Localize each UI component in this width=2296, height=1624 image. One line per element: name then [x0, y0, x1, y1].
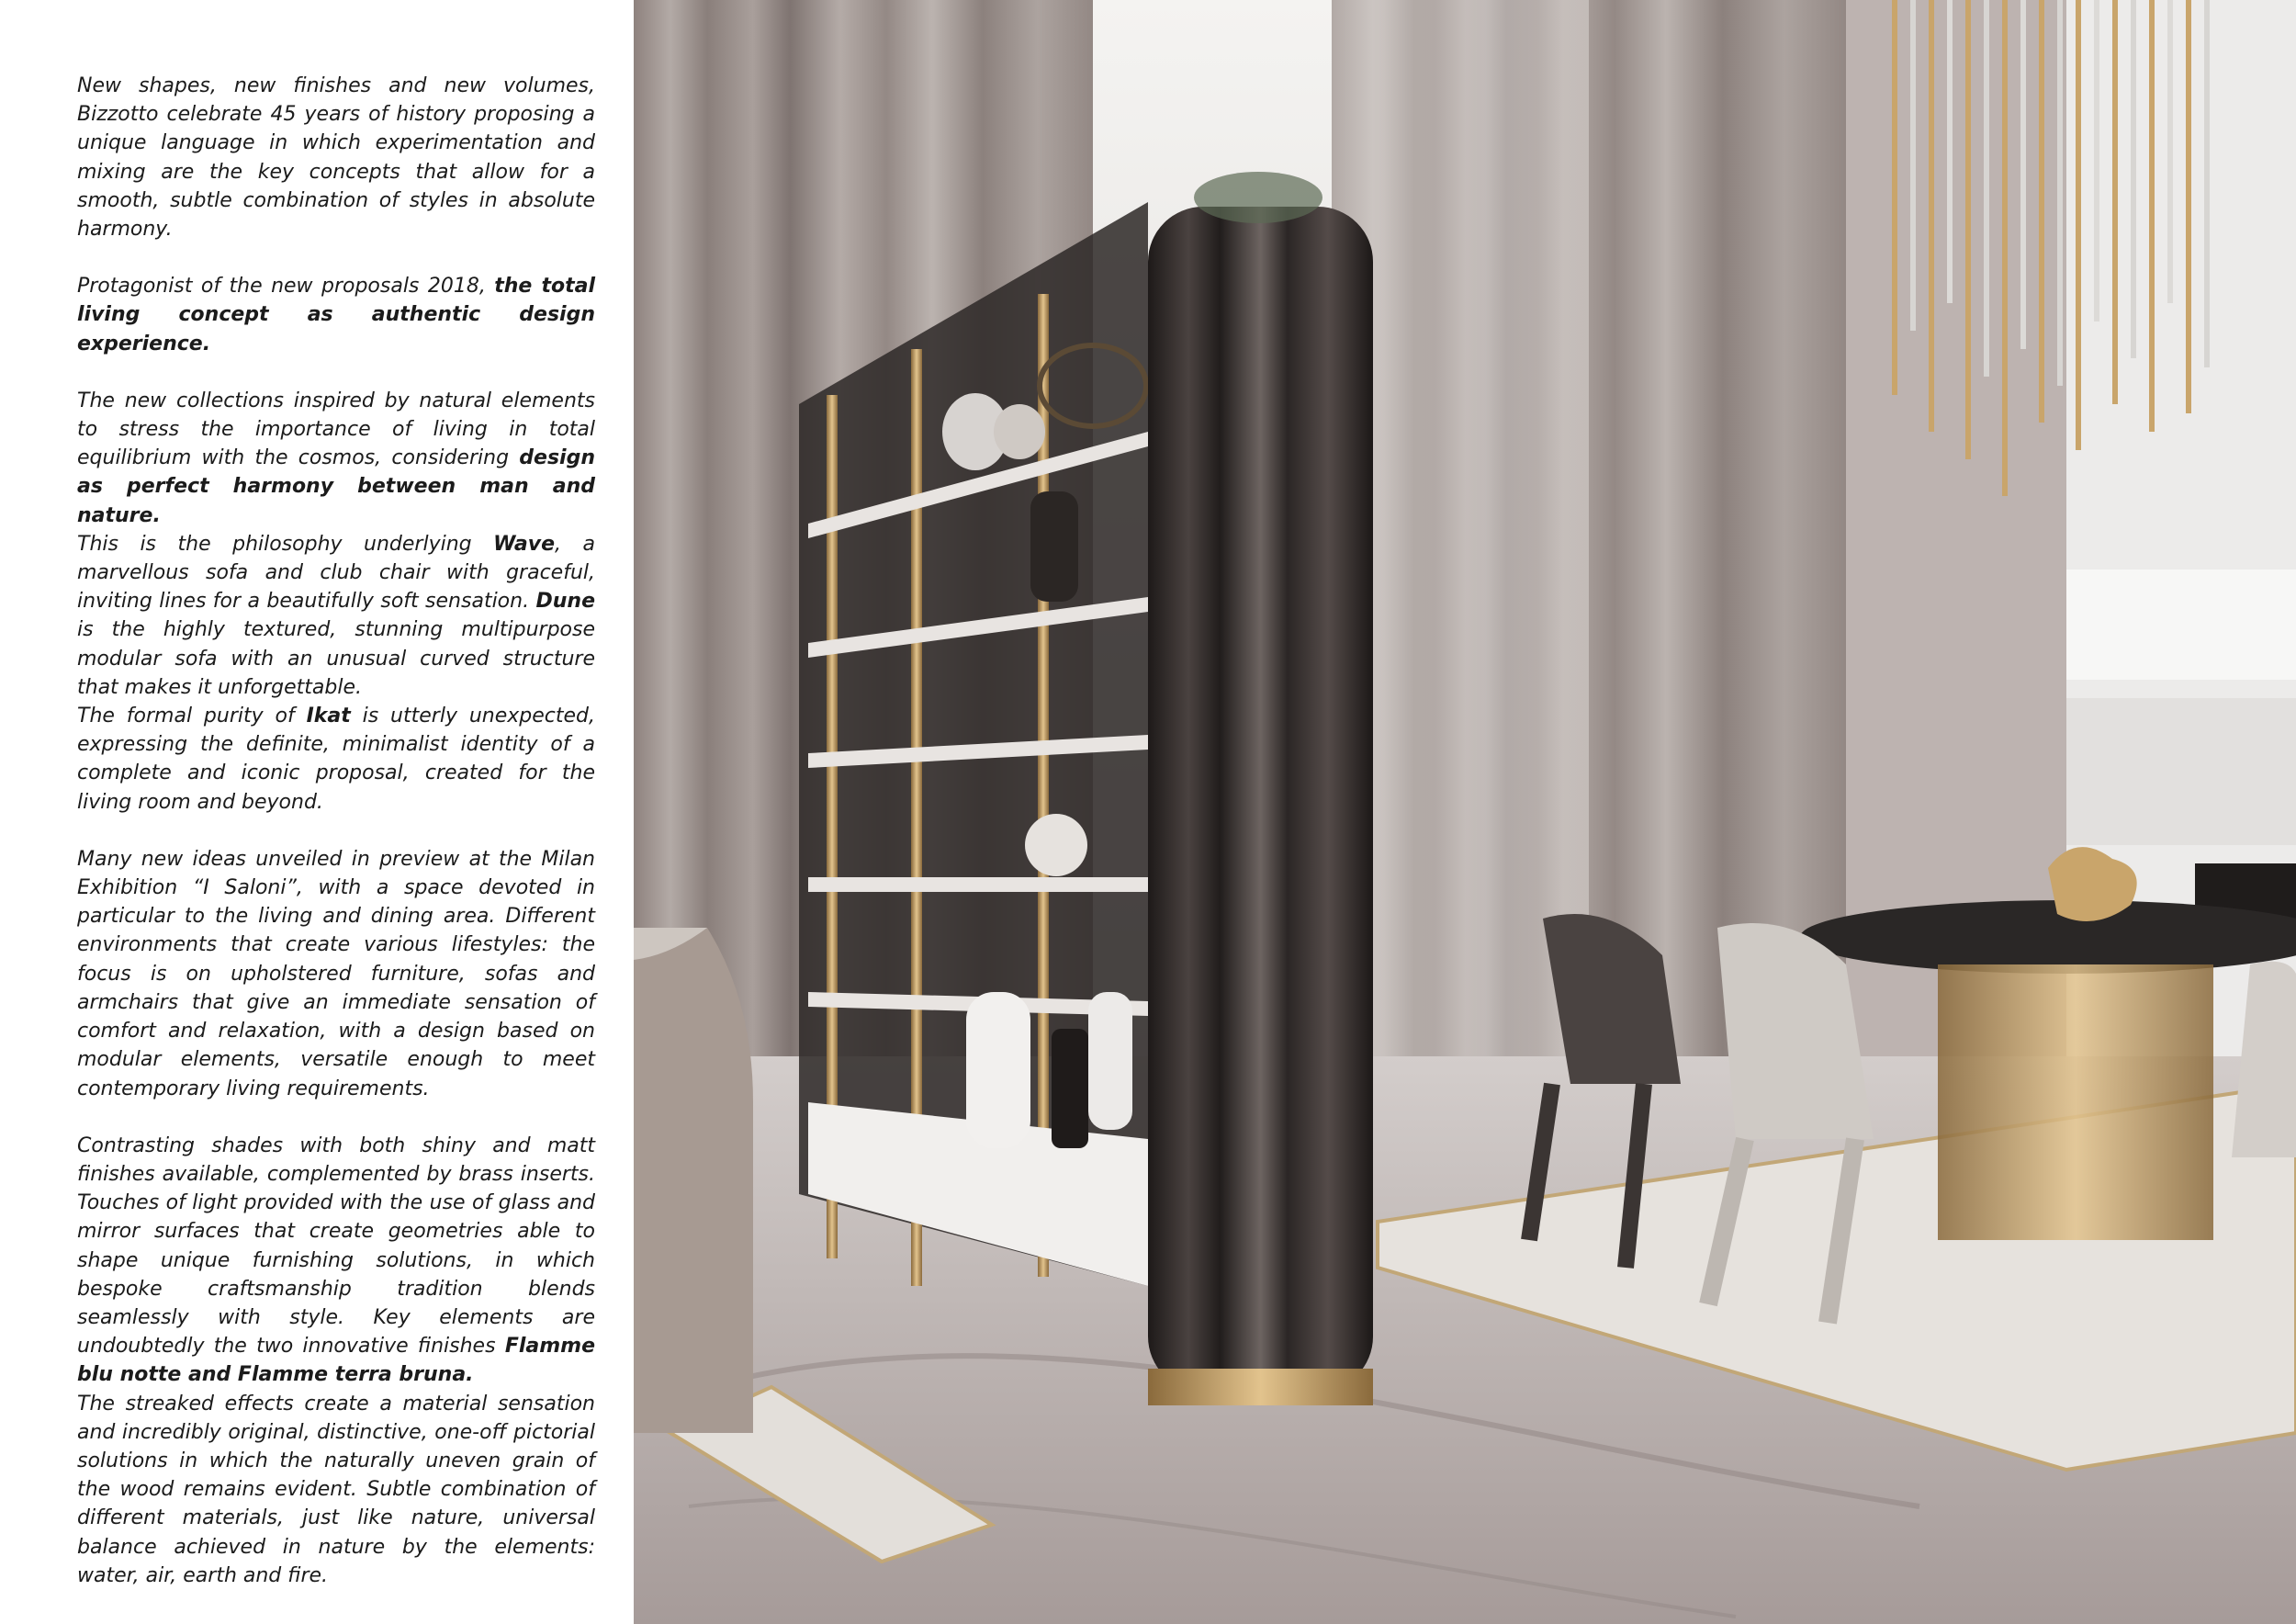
text-run: The formal purity of	[77, 705, 307, 728]
paragraph-ikat	[77, 702, 595, 817]
sphere-vase	[1025, 814, 1087, 876]
text-run: is the highly textured, stunning multipurpose modular sofa with an unusual curved structure that makes it unforgettable.	[77, 618, 595, 699]
text-run: , a marvellous sofa and club chair with graceful, inviting lines for a beautifully soft sensation.	[77, 532, 595, 614]
paragraph-intro	[77, 72, 595, 243]
emphasis-total-living: the total living concept as authentic design experience.	[77, 275, 595, 355]
text-run: This is the philosophy underlying	[77, 532, 494, 556]
interior-photo	[634, 0, 2296, 1624]
paragraph-collections	[77, 387, 595, 530]
text-run: The streaked effects create a material sensation and incredibly original, distinctive, one-off pictorial solutions in which the naturally uneven grain of the wood remains evident. Subtle combination of different materials, just like nature, universal balance achieved in nature by the elements: water, air, earth and fire.	[77, 1392, 595, 1587]
dark-vase	[1030, 491, 1078, 602]
paragraph-protagonist	[77, 272, 595, 358]
emphasis-design-harmony: design as perfect harmony between man and nature.	[77, 446, 595, 527]
plant	[1194, 172, 1322, 223]
paragraph-finishes	[77, 1132, 595, 1390]
emphasis-ikat: Ikat	[306, 705, 351, 728]
emphasis-dune: Dune	[535, 590, 595, 614]
white-vase	[1088, 992, 1132, 1130]
black-vase	[1052, 1029, 1088, 1148]
text-run: Protagonist of the new proposals 2018,	[77, 275, 495, 299]
paragraph-streaked	[77, 1390, 595, 1590]
wall-panel	[2066, 570, 2296, 680]
interior-scene	[634, 0, 2296, 1624]
emphasis-flamme: Flamme blu notte and Flamme terra bruna.	[77, 1335, 595, 1387]
paragraph-milan	[77, 845, 595, 1103]
white-vase	[966, 992, 1030, 1148]
emphasis-wave: Wave	[493, 532, 556, 556]
table-base	[1938, 964, 2213, 1240]
text-run: Contrasting shades with both shiny and matt finishes available, complemented by brass inserts. Touches of light provided with the use of glass and mirror surfaces that create geometries able to shape unique furnishing solutions, in which bespoke craftsmanship tradition blends seamlessly with style. Key elements are undoubtedly the two innovative finishes	[77, 1133, 595, 1359]
text-run: Many new ideas unveiled in preview at the Milan Exhibition “I Saloni”, with a space devoted in particular to the living and dining area. Different environments that create various lifestyles: the focus is on upholstered furniture, sofas and armchairs that give an immediate sensation of comfort and relaxation, with a design based on modular elements, versatile enough to meet contemporary living requirements.	[77, 847, 595, 1100]
wall-panel-lower	[2066, 698, 2296, 845]
text-run: is utterly unexpected, expressing the definite, minimalist identity of a complete and iconic proposal, created for the living room and beyond.	[77, 705, 595, 814]
paragraph-wave-dune	[77, 530, 595, 702]
text-run: The new collections inspired by natural elements to stress the importance of living in total equilibrium with the cosmos, considering	[77, 389, 595, 470]
armchair-left	[634, 928, 753, 1433]
vase	[994, 404, 1045, 459]
column-base	[1148, 1369, 1373, 1405]
lacquered-column	[1148, 207, 1373, 1392]
article-text	[77, 72, 595, 1590]
text-run: New shapes, new finishes and new volumes, Bizzotto celebrate 45 years of history proposing a unique language in which experimentation and mixing are the key concepts that allow for a smooth, subtle combination of styles in absolute harmony.	[77, 74, 595, 242]
shelf	[808, 877, 1148, 892]
